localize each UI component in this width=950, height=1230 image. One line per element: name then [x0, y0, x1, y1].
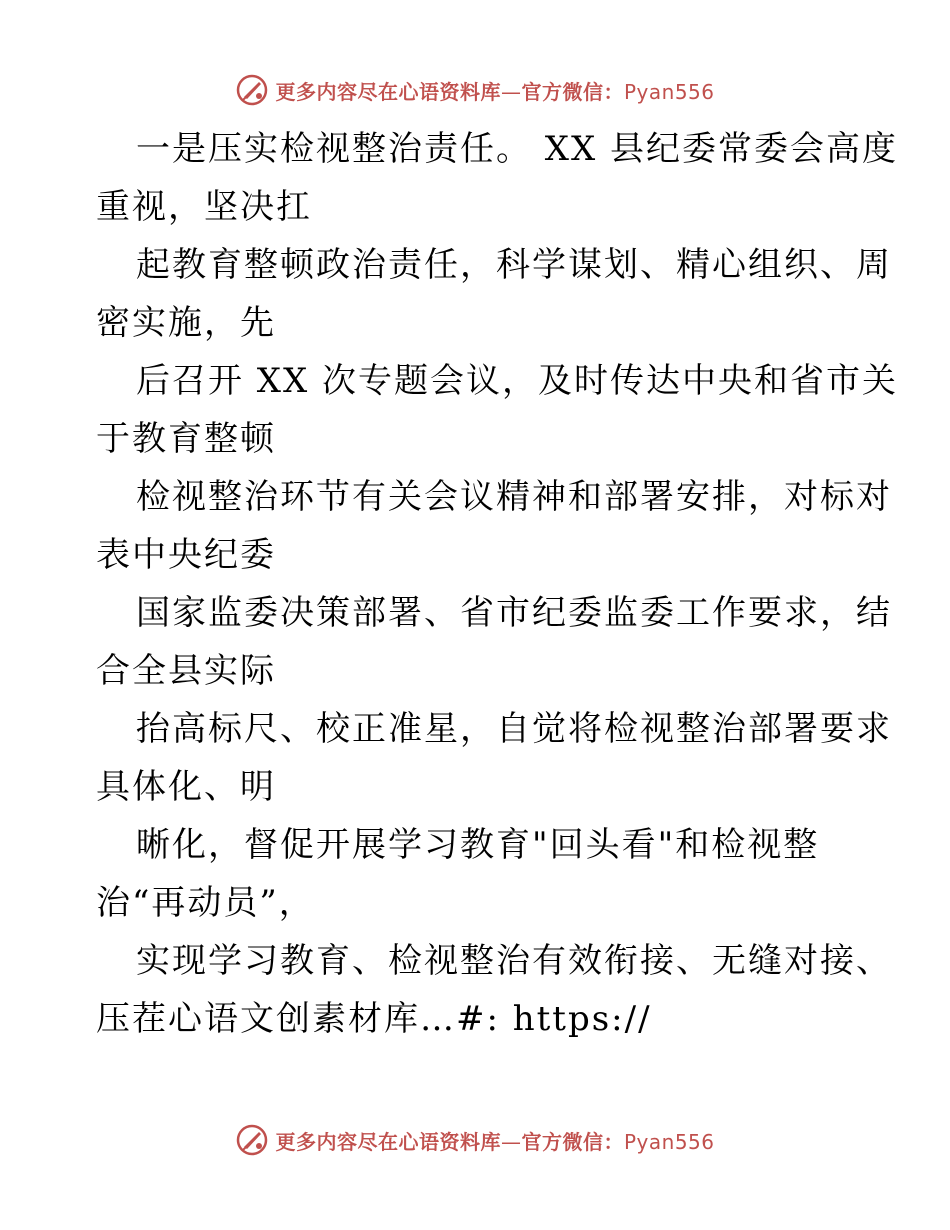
- text-line: 重视，坚决扛: [96, 187, 312, 227]
- text-line: 国家监委决策部署、省市纪委监委工作要求，结: [136, 593, 892, 633]
- text-line: 晰化，督促开展学习教育"回头看"和检视整: [136, 825, 820, 865]
- text-line: 表中央纪委: [96, 535, 276, 575]
- text-line: 具体化、明: [96, 767, 276, 807]
- text-line: 密实施，先: [96, 303, 276, 343]
- header-banner-title: 更多内容尽在心语资料库: [275, 79, 501, 104]
- footer-banner-text: [275, 1126, 714, 1155]
- header-banner-official: 官方微信：: [521, 79, 624, 104]
- document-body: [96, 120, 899, 1048]
- text-line: 实现学习教育、检视整治有效衔接、无缝对接、: [136, 941, 892, 981]
- quill-logo-icon: [235, 73, 269, 107]
- text-line: 于教育整顿: [96, 419, 276, 459]
- text-line: 检视整治环节有关会议精神和部署安排，对标对: [136, 477, 892, 517]
- header-banner-text: [275, 76, 714, 105]
- text-line: 后召开 XX 次专题会议，及时传达中央和省市关: [136, 361, 899, 401]
- header-banner-dash: —: [500, 79, 522, 104]
- text-line: 一是压实检视整治责任。 XX 县纪委常委会高度: [136, 129, 899, 169]
- text-line: 合全县实际: [96, 651, 276, 691]
- header-banner: [0, 70, 950, 110]
- text-line: 压茬心语文创素材库…#: https://: [96, 999, 652, 1039]
- quill-logo-icon: [235, 1123, 269, 1157]
- header-banner-id: Pyan556: [623, 79, 715, 104]
- footer-banner-id: Pyan556: [623, 1129, 715, 1154]
- text-line: 起教育整顿政治责任，科学谋划、精心组织、周: [136, 245, 892, 285]
- footer-banner-dash: —: [500, 1129, 522, 1154]
- footer-banner-official: 官方微信：: [521, 1129, 624, 1154]
- footer-banner-title: 更多内容尽在心语资料库: [275, 1129, 501, 1154]
- text-line: 抬高标尺、校正准星，自觉将检视整治部署要求: [136, 709, 892, 749]
- footer-banner: [0, 1120, 950, 1160]
- text-line: 治“再动员”，: [96, 883, 315, 923]
